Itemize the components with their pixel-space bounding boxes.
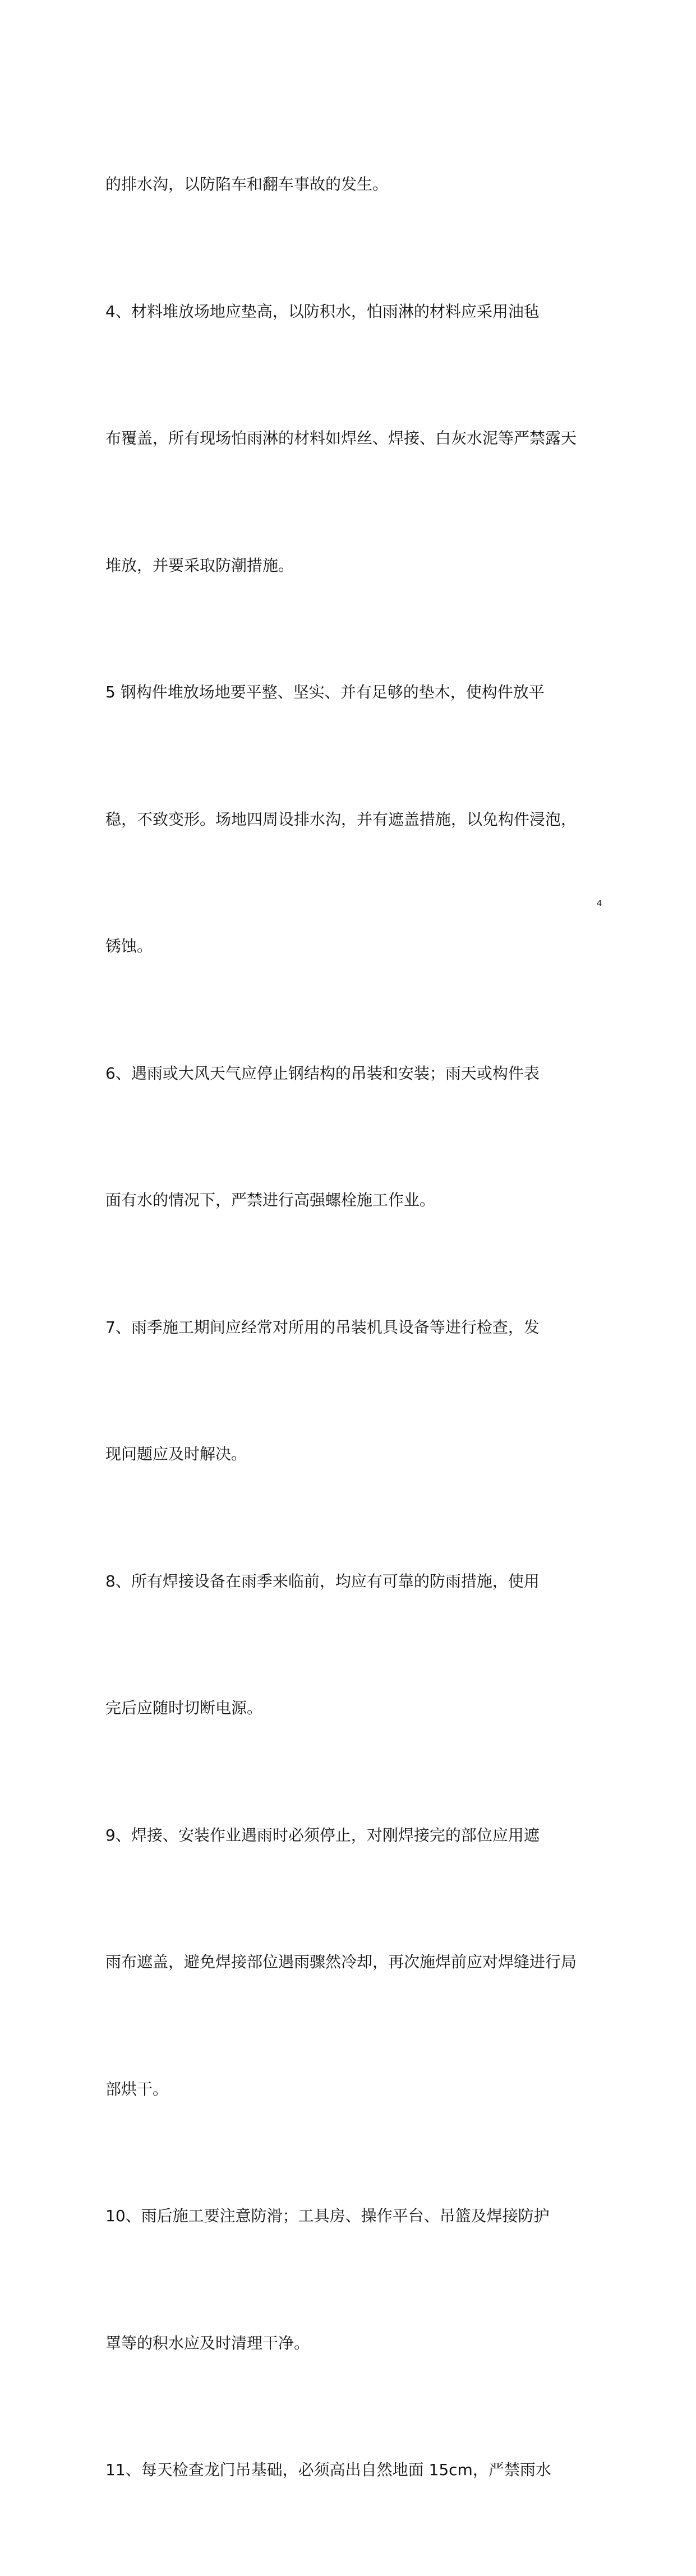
- text-line: 4、材料堆放场地应垫高，以防积水，怕雨淋的材料应采用油毡: [105, 302, 540, 321]
- text-line: 雨布遮盖，避免焊接部位遇雨骤然冷却，再次施焊前应对焊缝进行局: [105, 1953, 577, 1971]
- text-line: 9、焊接、安装作业遇雨时必须停止，对刚焊接完的部位应用遮: [105, 1825, 540, 1844]
- text-line: 部烘干。: [105, 2079, 169, 2098]
- body-text: [105, 78, 599, 2576]
- text-line: 罩等的积水应及时清理干净。: [105, 2333, 310, 2352]
- text-line: 7、雨季施工期间应经常对所用的吊装机具设备等进行检查，发: [105, 1317, 540, 1336]
- text-line: 11、每天检查龙门吊基础，必须高出自然地面 15cm，严禁雨水: [105, 2461, 551, 2479]
- text-line: 的排水沟，以防陷车和翻车事故的发生。: [105, 175, 389, 193]
- text-line: 完后应随时切断电源。: [105, 1699, 263, 1717]
- page-number: 4: [597, 899, 602, 908]
- text-line: 现问题应及时解决。: [105, 1445, 247, 1463]
- text-line: 8、所有焊接设备在雨季来临前，均应有可靠的防雨措施，使用: [105, 1571, 540, 1590]
- text-line: 10、雨后施工要注意防滑；工具房、操作平台、吊篮及焊接防护: [105, 2207, 550, 2225]
- text-line: 稳，不致变形。场地四周设排水沟，并有遮盖措施，以免构件浸泡，: [105, 810, 577, 829]
- document-body: [105, 78, 599, 2576]
- text-line: 面有水的情况下，严禁进行高强螺栓施工作业。: [105, 1191, 436, 1209]
- text-line: 5 钢构件堆放场地要平整、坚实、并有足够的垫木，使构件放平: [105, 683, 545, 701]
- text-line: 6、遇雨或大风天气应停止钢结构的吊装和安装；雨天或构件表: [105, 1063, 540, 1083]
- text-line: 布覆盖，所有现场怕雨淋的材料如焊丝、焊接、白灰水泥等严禁露天: [105, 429, 577, 447]
- text-line: 锈蚀。: [105, 937, 153, 955]
- text-line: 堆放，并要采取防潮措施。: [105, 556, 294, 575]
